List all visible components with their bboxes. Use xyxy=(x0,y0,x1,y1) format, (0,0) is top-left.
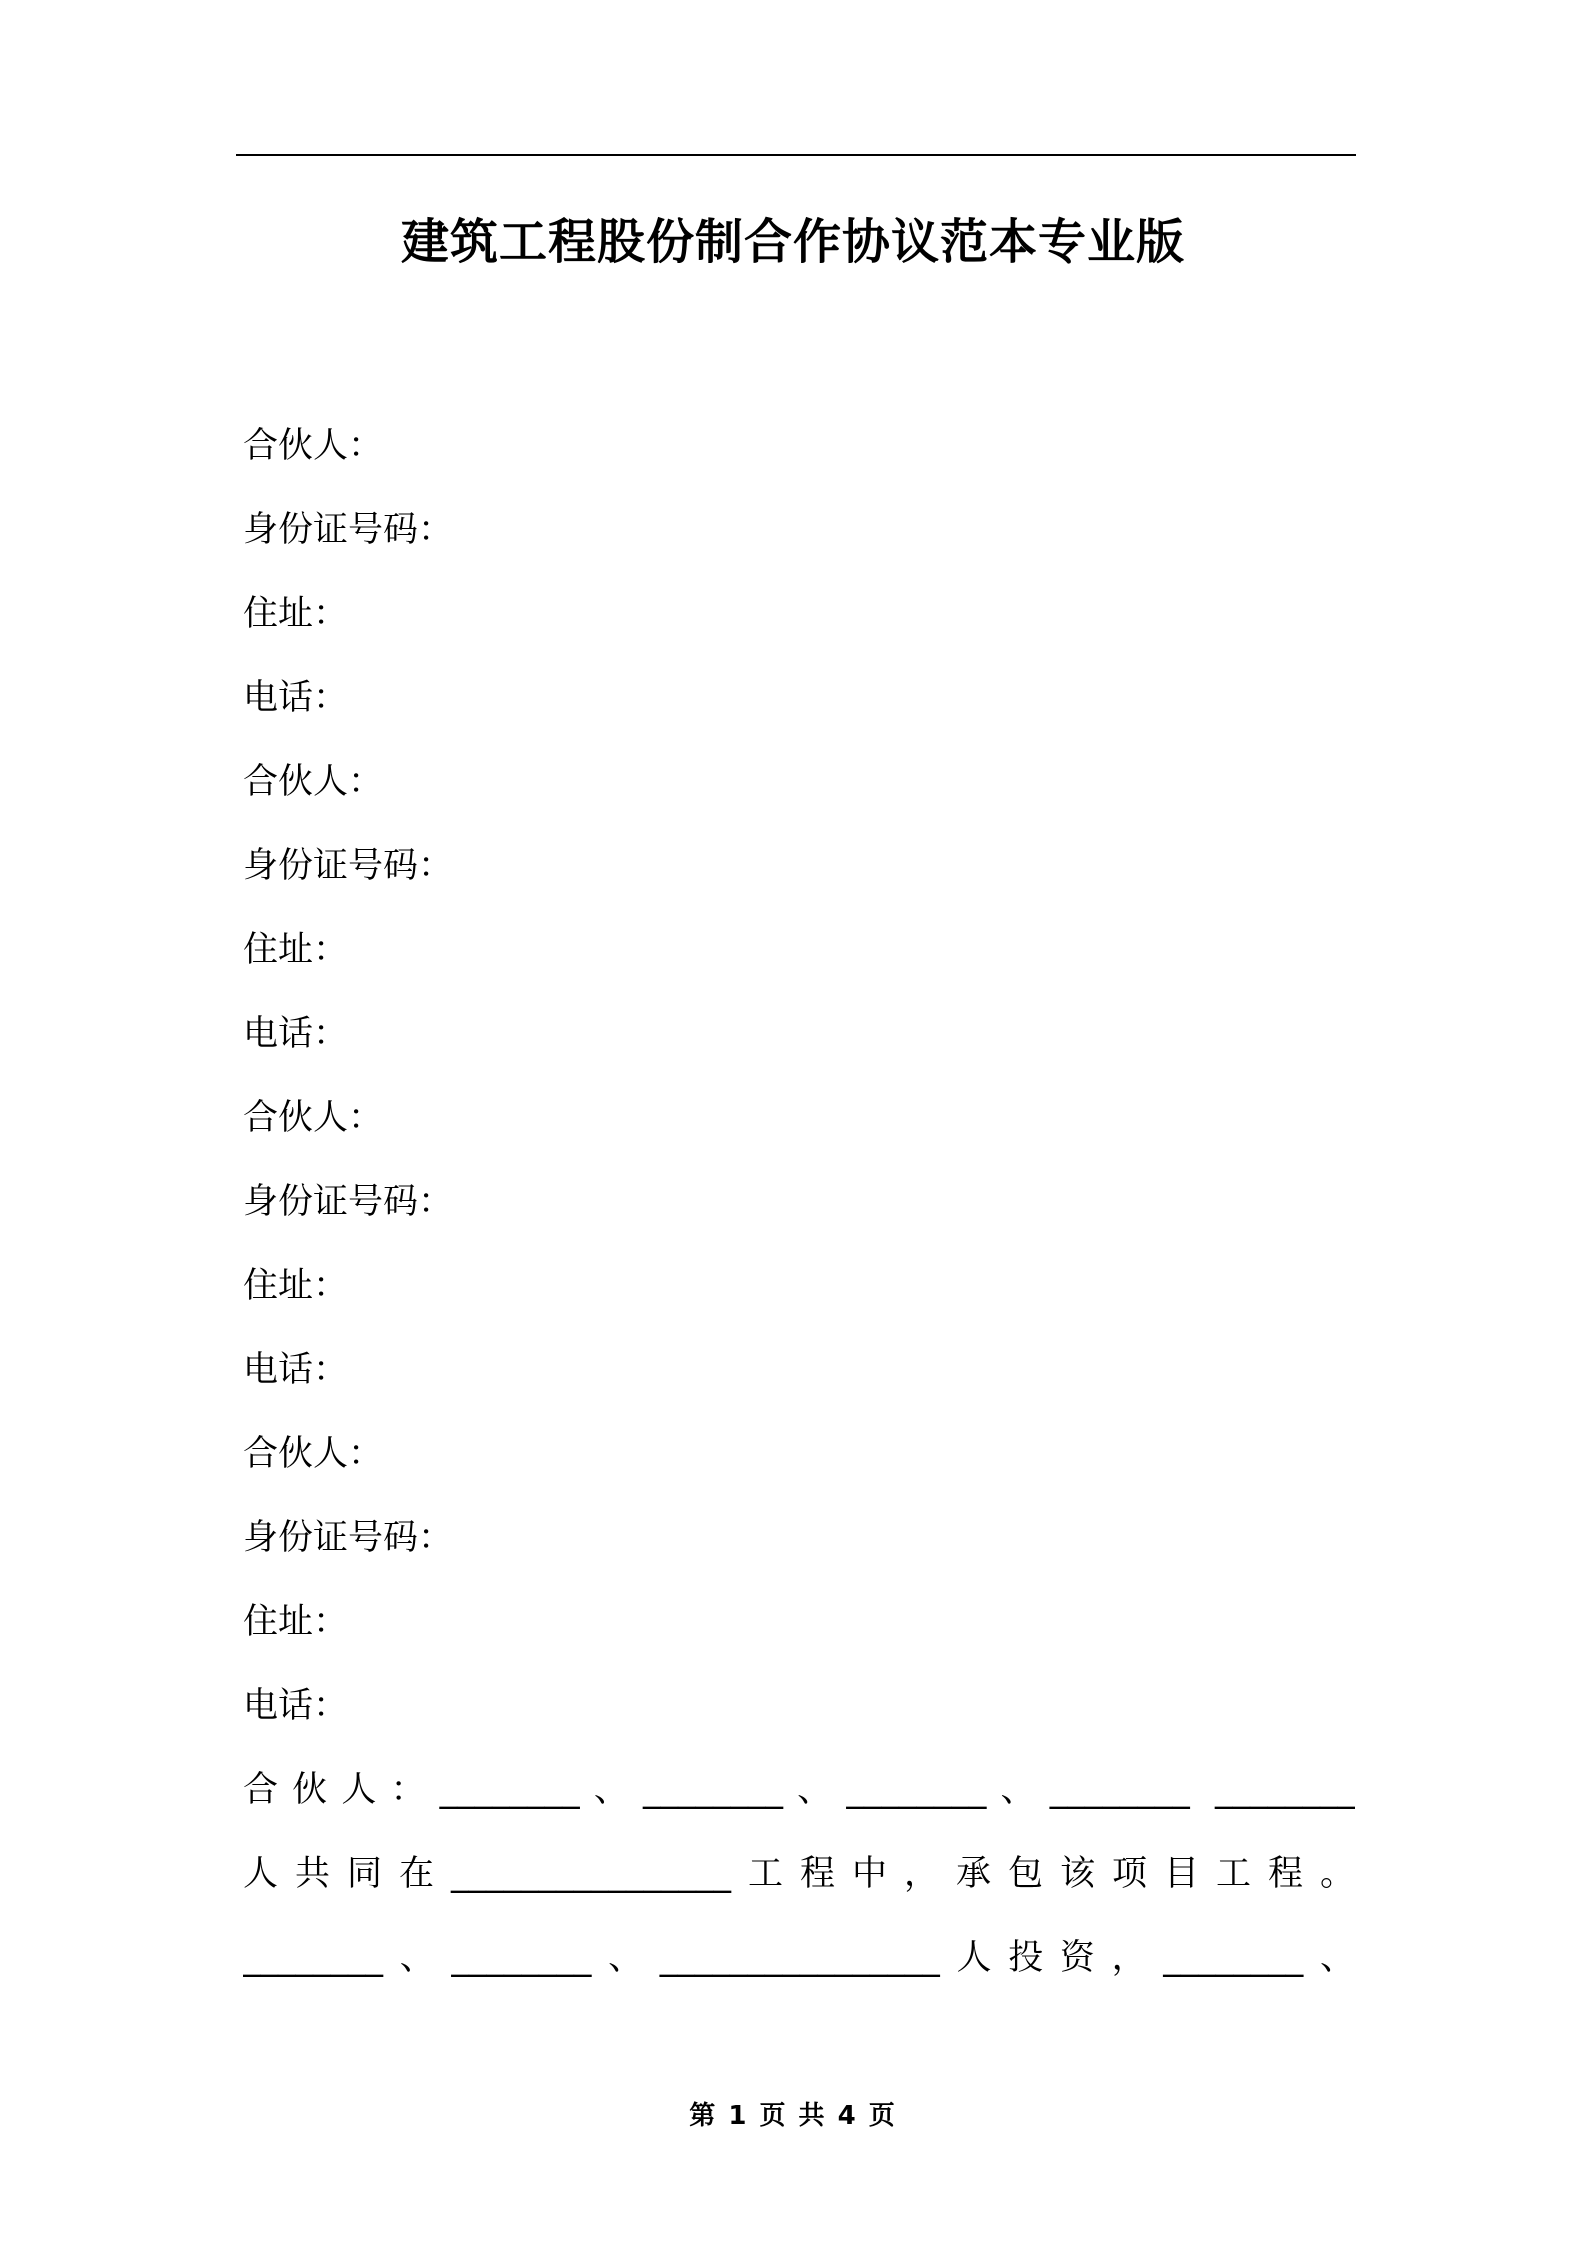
address-label: 住址： xyxy=(243,930,349,970)
phone-label: 电话： xyxy=(243,1350,349,1390)
partner-label: 合伙人： xyxy=(243,1098,384,1138)
document-body xyxy=(243,404,1355,2000)
address-label: 住址： xyxy=(243,1602,349,1642)
investment-sentence-line: ________、________、________________人投资，________、 xyxy=(243,1938,1355,1978)
document-title: 建筑工程股份制合作协议范本专业版 xyxy=(400,214,1185,270)
project-sentence-line: 人共同在________________工程中，承包该项目工程。 xyxy=(243,1854,1355,1894)
partner-label: 合伙人： xyxy=(243,1434,384,1474)
id-number-label: 身份证号码： xyxy=(243,846,454,886)
phone-label: 电话： xyxy=(243,678,349,718)
id-number-label: 身份证号码： xyxy=(243,1182,454,1222)
partner-label: 合伙人： xyxy=(243,426,384,466)
partners-blank-line: 合伙人：________、________、________、________ ________ xyxy=(243,1770,1355,1810)
address-label: 住址： xyxy=(243,594,349,634)
phone-label: 电话： xyxy=(243,1686,349,1726)
page-footer: 第 1 页 共 4 页 xyxy=(689,2101,897,2131)
header-rule xyxy=(236,154,1356,156)
address-label: 住址： xyxy=(243,1266,349,1306)
phone-label: 电话： xyxy=(243,1014,349,1054)
id-number-label: 身份证号码： xyxy=(243,1518,454,1558)
id-number-label: 身份证号码： xyxy=(243,510,454,550)
partner-label: 合伙人： xyxy=(243,762,384,802)
